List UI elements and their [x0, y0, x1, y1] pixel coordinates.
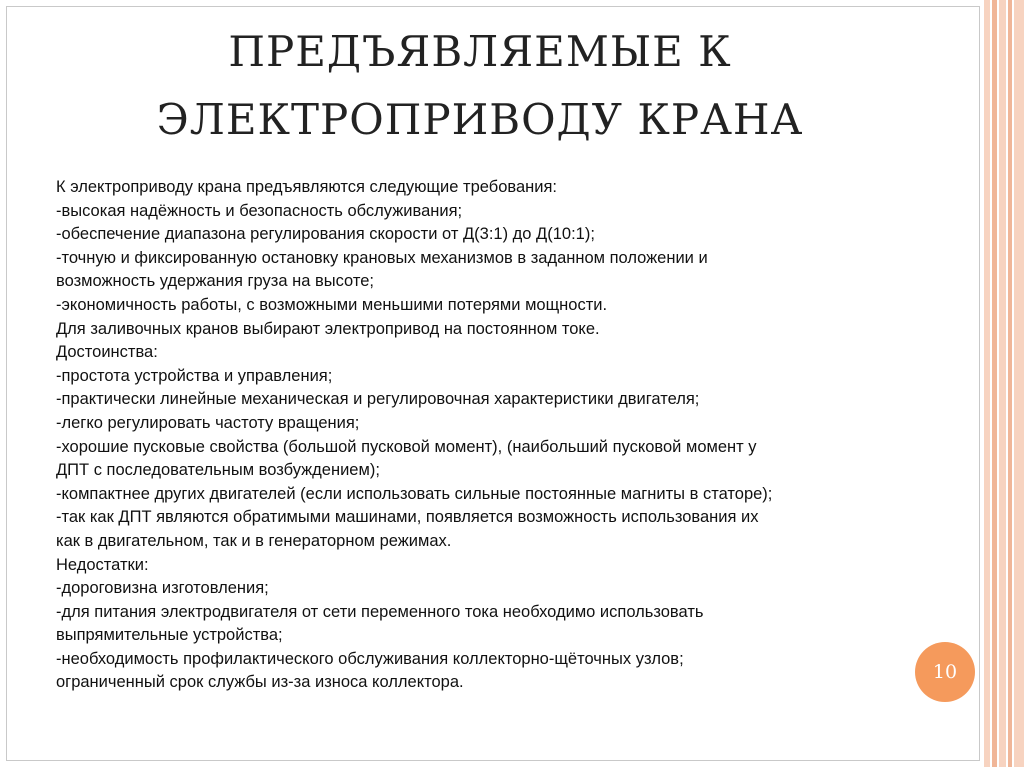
body-line: как в двигательном, так и в генераторном режимах. [56, 531, 452, 550]
slide-body-text [56, 176, 936, 695]
body-line: -так как ДПТ являются обратимыми машинами, появляется возможность использования их [56, 508, 759, 527]
body-line: ДПТ с последовательным возбуждением); [56, 461, 380, 480]
body-line: -для питания электродвигателя от сети переменного тока необходимо использовать [56, 602, 704, 621]
body-line: выпрямительные устройства; [56, 626, 283, 645]
body-line: Недостатки: [56, 555, 149, 574]
page-number-badge: 10 [915, 642, 975, 702]
body-line: -экономичность работы, с возможными меньшими потерями мощности. [56, 295, 608, 314]
body-line: -необходимость профилактического обслуживания коллекторно-щёточных узлов; [56, 649, 684, 668]
decorative-stripe [992, 0, 997, 767]
body-line: -простота устройства и управления; [56, 366, 333, 385]
body-line: -компактнее других двигателей (если использовать сильные постоянные магниты в статоре); [56, 484, 773, 503]
body-line: -высокая надёжность и безопасность обслуживания; [56, 201, 463, 220]
body-line: -хорошие пусковые свойства (большой пусковой момент), (наибольший пусковой момент у [56, 437, 757, 456]
decorative-stripe [1014, 0, 1024, 767]
body-line: -дороговизна изготовления; [56, 579, 269, 598]
slide-title-line-1: ПРЕДЪЯВЛЯЕМЫЕ К [228, 27, 732, 76]
decorative-stripe [1008, 0, 1012, 767]
body-line: -обеспечение диапазона регулирования скорости от Д(3:1) до Д(10:1); [56, 225, 595, 244]
body-line: Достоинства: [56, 343, 158, 362]
slide-title-line-2: ЭЛЕКТРОПРИВОДУ КРАНА [156, 95, 804, 144]
body-line: -точную и фиксированную остановку крановых механизмов в заданном положении и [56, 248, 708, 267]
body-line: -легко регулировать частоту вращения; [56, 413, 360, 432]
body-line: возможность удержания груза на высоте; [56, 272, 374, 291]
decorative-stripe [984, 0, 990, 767]
slide-title [120, 18, 840, 154]
decorative-stripe [999, 0, 1006, 767]
body-line: К электроприводу крана предъявляются следующие требования: [56, 178, 557, 196]
body-line: -практически линейные механическая и регулировочная характеристики двигателя; [56, 390, 700, 409]
body-line: ограниченный срок службы из-за износа коллектора. [56, 673, 464, 692]
body-line: Для заливочных кранов выбирают электропривод на постоянном токе. [56, 319, 600, 338]
